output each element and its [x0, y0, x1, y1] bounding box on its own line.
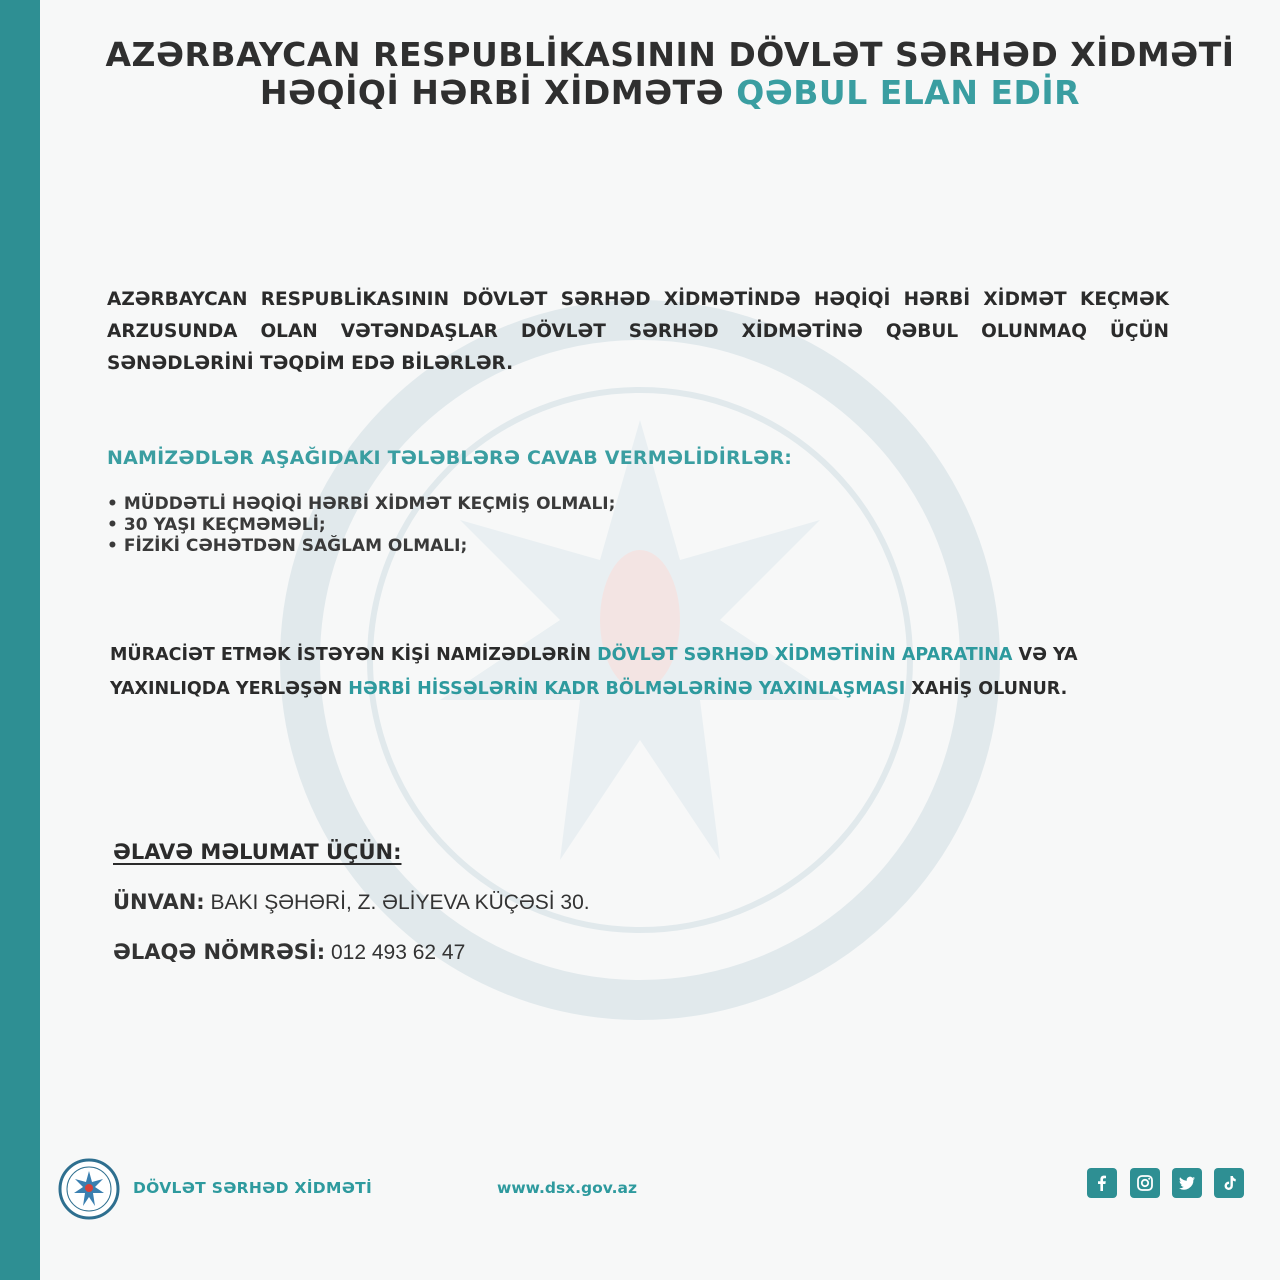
emblem-logo-icon: [58, 1158, 120, 1220]
facebook-icon[interactable]: [1087, 1168, 1117, 1198]
application-text-1: MÜRACİƏT ETMƏK İSTƏYƏN KİŞİ NAMİZƏDLƏRİN: [110, 645, 598, 665]
title-line-1: AZƏRBAYCAN RESPUBLİKASININ DÖVLƏT SƏRHƏD XİDMƏTİ: [105, 35, 1235, 74]
requirement-item: • 30 YAŞI KEÇMƏMƏLİ;: [107, 515, 615, 536]
requirement-item: • FİZİKİ CƏHƏTDƏN SAĞLAM OLMALI;: [107, 536, 615, 557]
instagram-icon[interactable]: [1130, 1168, 1160, 1198]
title-line-2-accent: QƏBUL ELAN EDİR: [736, 73, 1081, 112]
address-value: BAKI ŞƏHƏRİ, Z. ƏLİYEVA KÜÇƏSİ 30.: [204, 891, 590, 914]
application-text-3: XAHİŞ OLUNUR.: [905, 679, 1068, 699]
title-line-2-main: HƏQİQİ HƏRBİ XİDMƏTƏ: [259, 73, 737, 112]
phone-value: 012 493 62 47: [325, 941, 466, 964]
page-title: [60, 36, 1280, 112]
phone-label: ƏLAQƏ NÖMRƏSİ:: [113, 940, 326, 964]
application-paragraph: [110, 638, 1190, 706]
application-text-2: VƏ YA YAXINLIQDA YERLƏŞƏN: [110, 645, 1078, 699]
application-highlight-2: HƏRBİ HİSSƏLƏRİN KADR BÖLMƏLƏRİNƏ YAXINLAŞMASI: [348, 679, 906, 699]
tiktok-icon[interactable]: [1214, 1168, 1244, 1198]
address-label: ÜNVAN:: [113, 890, 205, 914]
footer-website-link[interactable]: www.dsx.gov.az: [497, 1179, 638, 1197]
left-accent-bar: [0, 0, 40, 1280]
requirements-heading: NAMİZƏDLƏR AŞAĞIDAKI TƏLƏBLƏRƏ CAVAB VERMƏLİDİRLƏR:: [107, 447, 793, 469]
footer-org-name: DÖVLƏT SƏRHƏD XİDMƏTİ: [133, 1179, 373, 1197]
phone-row: [113, 940, 465, 965]
requirements-list: [107, 494, 615, 557]
title-line-2: [60, 74, 1280, 112]
twitter-icon[interactable]: [1172, 1168, 1202, 1198]
intro-paragraph: AZƏRBAYCAN RESPUBLİKASININ DÖVLƏT SƏRHƏD XİDMƏTİNDƏ HƏQİQİ HƏRBİ XİDMƏT KEÇMƏK ARZUSUNDA OLAN VƏTƏNDAŞLAR DÖVLƏT SƏRHƏD XİDMƏTİNƏ QƏBUL OLUNMAQ ÜÇÜN SƏNƏDLƏRİNİ TƏQDİM EDƏ BİLƏRLƏR.: [107, 289, 1169, 374]
address-row: [113, 890, 590, 915]
requirement-item: • MÜDDƏTLİ HƏQİQİ HƏRBİ XİDMƏT KEÇMİŞ OLMALI;: [107, 494, 615, 515]
more-info-title: ƏLAVƏ MƏLUMAT ÜÇÜN:: [113, 840, 402, 864]
application-highlight-1: DÖVLƏT SƏRHƏD XİDMƏTİNİN APARATINA: [597, 645, 1013, 665]
